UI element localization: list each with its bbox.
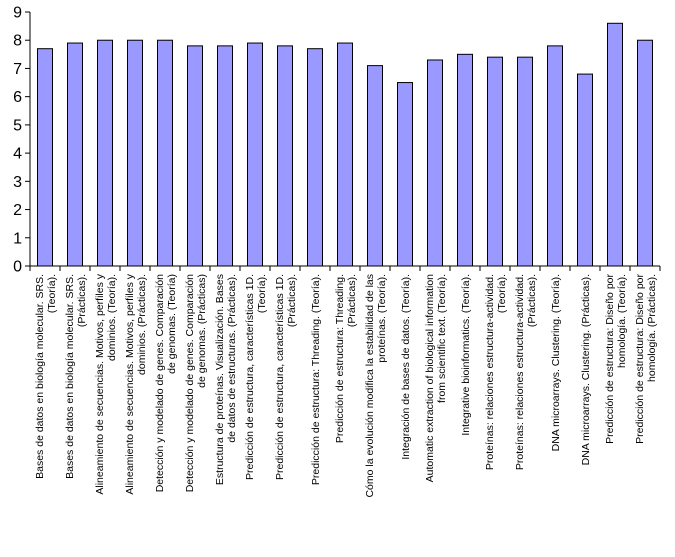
x-category-label: Detección y modelado de genes. Comparaciónde genomas. (Teoría) xyxy=(154,274,178,493)
x-category-label: DNA microarrays. Clustering. (Teoría). xyxy=(550,274,562,452)
x-category-label: Predicción de estructura: Diseño porhomología. (Teoría). xyxy=(604,274,628,444)
y-tick-label: 2 xyxy=(13,202,22,220)
bar-8 xyxy=(248,43,263,266)
x-category-label: Integración de bases de datos. (Teoría). xyxy=(400,274,412,460)
bar-21 xyxy=(638,40,653,266)
bar-2 xyxy=(68,43,83,266)
x-category-label: Predicción de estructura, características 1D.(Prácticas). xyxy=(274,274,298,481)
bar-12 xyxy=(368,66,383,266)
x-category-label: Bases de datos en biología molecular. SRS.(Prácticas). xyxy=(64,274,88,479)
bar-20 xyxy=(608,23,623,266)
bar-17 xyxy=(518,57,533,266)
bar-9 xyxy=(278,46,293,266)
x-category-labels xyxy=(34,273,658,497)
x-category-label: Automatic extraction of biological informationfrom scientific text. (Teoría). xyxy=(424,274,448,483)
bar-3 xyxy=(98,40,113,266)
y-tick-label: 4 xyxy=(13,145,22,163)
x-category-label: Integrative bioinformatics. (Teoría). xyxy=(460,274,472,436)
y-tick-label: 9 xyxy=(13,4,22,22)
bar-18 xyxy=(548,46,563,266)
x-category-label: Alineamiento de secuencias. Motivos, perfiles ydominios. (Teoría). xyxy=(94,274,118,495)
x-category-label: Predicción de estructura, características 1D.(Teoría). xyxy=(244,274,268,481)
bar-13 xyxy=(398,83,413,266)
y-tick-label: 7 xyxy=(13,60,22,78)
x-category-label: Estructura de proteínas. Visualización. Basesde datos de estructuras. (Prácticas). xyxy=(214,274,238,486)
y-tick-label: 8 xyxy=(13,32,22,50)
x-category-label: Detección y modelado de genes. Comparaciónde genomas. (Prácticas) xyxy=(184,274,208,493)
bar-6 xyxy=(188,46,203,266)
x-category-label: Proteínas: relaciones estructura-actividad.(Teoría). xyxy=(484,274,508,471)
x-category-label: Predicción de estructura: Threading. (Teoría). xyxy=(310,274,322,486)
bar-16 xyxy=(488,57,503,266)
x-category-label: Alineamiento de secuencias. Motivos, perfiles ydominios. (Prácticas). xyxy=(124,274,148,495)
bar-5 xyxy=(158,40,173,266)
x-category-label: Predicción de estructura: Threading.(Prácticas). xyxy=(334,274,358,444)
bar-14 xyxy=(428,60,443,266)
x-category-label: DNA microarrays. Clustering. (Prácticas). xyxy=(580,274,592,466)
y-tick-labels xyxy=(13,5,22,276)
y-tick-label: 0 xyxy=(13,258,22,276)
y-tick-label: 6 xyxy=(13,89,22,107)
bar-19 xyxy=(578,74,593,266)
y-tick-label: 5 xyxy=(13,117,22,135)
bar-1 xyxy=(38,49,53,266)
x-category-label: Predicción de estructura: Diseño porhomología. (Prácticas). xyxy=(634,274,658,444)
x-category-label: Proteínas: relaciones estructura-actividad.(Prácticas). xyxy=(514,274,538,471)
x-category-label: Bases de datos en biología molecular. SRS.(Teoría). xyxy=(34,274,58,479)
bars-group xyxy=(38,23,653,266)
bar-15 xyxy=(458,54,473,266)
bar-4 xyxy=(128,40,143,266)
y-tick-label: 1 xyxy=(13,230,22,248)
x-category-label: Cómo la evolución modifica la estabilidad de lasproteínas. (Teoría). xyxy=(364,274,388,498)
y-tick-label: 3 xyxy=(13,173,22,191)
bar-10 xyxy=(308,49,323,266)
bar-7 xyxy=(218,46,233,266)
bar-11 xyxy=(338,43,353,266)
